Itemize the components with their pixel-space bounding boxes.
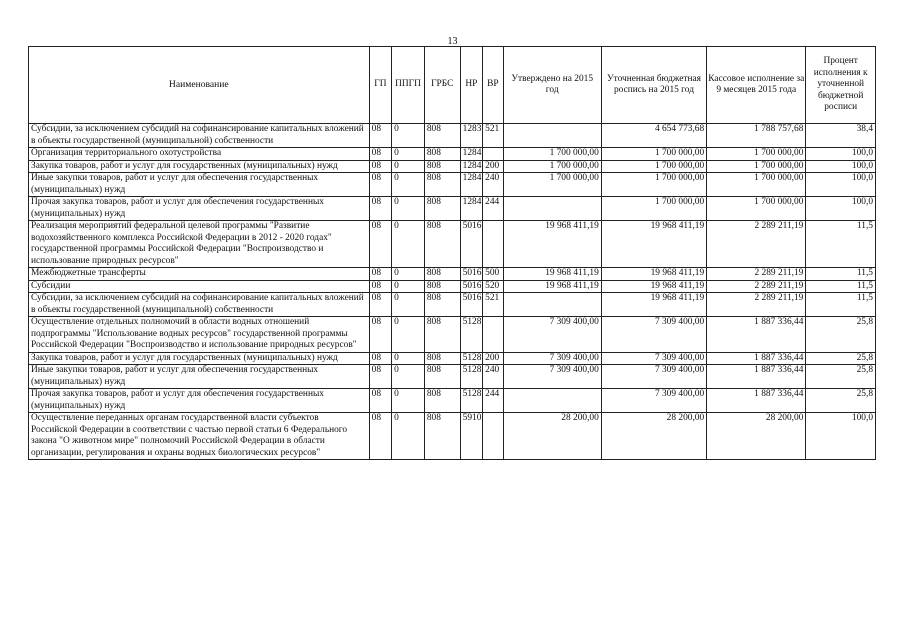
table-row [29, 197, 876, 221]
cell-gp: 08 [369, 280, 392, 293]
cell-grbs: 808 [424, 365, 460, 389]
cell-vr [483, 413, 503, 460]
cell-nr: 1284 [460, 197, 483, 221]
cell-approved: 19 968 411,19 [503, 280, 601, 293]
header-percent: Процент исполнения к уточненной бюджетной росписи [806, 47, 876, 124]
cell-grbs: 808 [424, 389, 460, 413]
cell-cash: 28 200,00 [707, 413, 806, 460]
cell-ppgp: 0 [392, 221, 425, 268]
cell-name: Межбюджетные трансферты [29, 268, 370, 281]
cell-name: Субсидии, за исключением субсидий на софинансирование капитальных вложений в объекты государственной (муниципальной) собственности [29, 293, 370, 317]
cell-name: Закупка товаров, работ и услуг для государственных (муниципальных) нужд [29, 352, 370, 365]
cell-name: Иные закупки товаров, работ и услуг для обеспечения государственных (муниципальных) нужд [29, 173, 370, 197]
cell-percent: 100,0 [806, 148, 876, 161]
cell-vr: 240 [483, 365, 503, 389]
cell-vr [483, 148, 503, 161]
table-row [29, 160, 876, 173]
cell-nr: 5910 [460, 413, 483, 460]
table-row [29, 352, 876, 365]
cell-grbs: 808 [424, 124, 460, 148]
cell-approved: 28 200,00 [503, 413, 601, 460]
cell-percent: 100,0 [806, 197, 876, 221]
cell-name: Осуществление отдельных полномочий в области водных отношений подпрограммы "Использование водных ресурсов" государственной программы Российской Федерации "Воспроизводство и использование природных ресурсов" [29, 317, 370, 353]
cell-ppgp: 0 [392, 197, 425, 221]
cell-refined: 1 700 000,00 [601, 197, 706, 221]
cell-name: Иные закупки товаров, работ и услуг для обеспечения государственных (муниципальных) нужд [29, 365, 370, 389]
cell-percent: 100,0 [806, 413, 876, 460]
cell-nr: 5128 [460, 365, 483, 389]
cell-refined: 7 309 400,00 [601, 365, 706, 389]
cell-name: Субсидии, за исключением субсидий на софинансирование капитальных вложений в объекты государственной (муниципальной) собственности [29, 124, 370, 148]
cell-gp: 08 [369, 124, 392, 148]
table-row [29, 293, 876, 317]
cell-gp: 08 [369, 413, 392, 460]
cell-cash: 1 700 000,00 [707, 160, 806, 173]
cell-grbs: 808 [424, 173, 460, 197]
cell-approved: 7 309 400,00 [503, 317, 601, 353]
cell-cash: 1 700 000,00 [707, 148, 806, 161]
cell-grbs: 808 [424, 317, 460, 353]
cell-nr: 5128 [460, 352, 483, 365]
cell-percent: 11,5 [806, 293, 876, 317]
cell-refined: 19 968 411,19 [601, 268, 706, 281]
cell-percent: 25,8 [806, 352, 876, 365]
cell-gp: 08 [369, 148, 392, 161]
cell-refined: 1 700 000,00 [601, 173, 706, 197]
table-row [29, 413, 876, 460]
cell-ppgp: 0 [392, 365, 425, 389]
cell-ppgp: 0 [392, 413, 425, 460]
cell-name: Прочая закупка товаров, работ и услуг для обеспечения государственных (муниципальных) нужд [29, 197, 370, 221]
cell-refined: 1 700 000,00 [601, 148, 706, 161]
cell-refined: 19 968 411,19 [601, 280, 706, 293]
cell-approved: 1 700 000,00 [503, 160, 601, 173]
cell-grbs: 808 [424, 160, 460, 173]
header-vr: ВР [483, 47, 503, 124]
cell-grbs: 808 [424, 268, 460, 281]
cell-refined: 4 654 773,68 [601, 124, 706, 148]
cell-nr: 5016 [460, 268, 483, 281]
cell-vr [483, 317, 503, 353]
cell-vr: 521 [483, 124, 503, 148]
cell-percent: 11,5 [806, 280, 876, 293]
cell-ppgp: 0 [392, 280, 425, 293]
cell-vr: 521 [483, 293, 503, 317]
cell-grbs: 808 [424, 413, 460, 460]
cell-cash: 1 887 336,44 [707, 317, 806, 353]
table-row [29, 389, 876, 413]
cell-percent: 100,0 [806, 160, 876, 173]
table-row [29, 124, 876, 148]
cell-vr [483, 221, 503, 268]
cell-name: Реализация мероприятий федеральной целевой программы "Развитие водохозяйственного комплекса Российской Федерации в 2012 - 2020 годах" государственной программы Российской Федерации "Воспроизводство и использование природных ресурсов" [29, 221, 370, 268]
cell-cash: 1 788 757,68 [707, 124, 806, 148]
cell-refined: 7 309 400,00 [601, 389, 706, 413]
cell-grbs: 808 [424, 280, 460, 293]
cell-nr: 5016 [460, 293, 483, 317]
cell-refined: 7 309 400,00 [601, 352, 706, 365]
cell-name: Прочая закупка товаров, работ и услуг для обеспечения государственных (муниципальных) нужд [29, 389, 370, 413]
cell-percent: 25,8 [806, 365, 876, 389]
cell-cash: 2 289 211,19 [707, 280, 806, 293]
cell-vr: 500 [483, 268, 503, 281]
cell-approved: 19 968 411,19 [503, 221, 601, 268]
cell-vr: 244 [483, 389, 503, 413]
cell-cash: 1 887 336,44 [707, 365, 806, 389]
cell-vr: 520 [483, 280, 503, 293]
cell-grbs: 808 [424, 293, 460, 317]
cell-vr: 200 [483, 160, 503, 173]
cell-grbs: 808 [424, 221, 460, 268]
cell-approved [503, 293, 601, 317]
cell-refined: 19 968 411,19 [601, 293, 706, 317]
cell-approved: 19 968 411,19 [503, 268, 601, 281]
cell-refined: 7 309 400,00 [601, 317, 706, 353]
table-row [29, 365, 876, 389]
header-ppgp: ППГП [392, 47, 425, 124]
cell-refined: 1 700 000,00 [601, 160, 706, 173]
budget-table [28, 46, 876, 460]
cell-nr: 1284 [460, 173, 483, 197]
table-row [29, 148, 876, 161]
cell-percent: 11,5 [806, 268, 876, 281]
table-row [29, 173, 876, 197]
cell-ppgp: 0 [392, 268, 425, 281]
cell-gp: 08 [369, 160, 392, 173]
table-row [29, 221, 876, 268]
cell-gp: 08 [369, 352, 392, 365]
cell-ppgp: 0 [392, 160, 425, 173]
cell-approved: 7 309 400,00 [503, 365, 601, 389]
cell-name: Субсидии [29, 280, 370, 293]
header-gp: ГП [369, 47, 392, 124]
cell-cash: 2 289 211,19 [707, 221, 806, 268]
cell-refined: 28 200,00 [601, 413, 706, 460]
cell-nr: 1284 [460, 160, 483, 173]
cell-gp: 08 [369, 317, 392, 353]
cell-vr: 244 [483, 197, 503, 221]
cell-cash: 1 887 336,44 [707, 352, 806, 365]
cell-grbs: 808 [424, 197, 460, 221]
cell-refined: 19 968 411,19 [601, 221, 706, 268]
cell-cash: 1 700 000,00 [707, 197, 806, 221]
cell-approved: 7 309 400,00 [503, 352, 601, 365]
cell-cash: 2 289 211,19 [707, 293, 806, 317]
cell-nr: 1284 [460, 148, 483, 161]
cell-approved [503, 124, 601, 148]
header-approved: Утверждено на 2015 год [503, 47, 601, 124]
cell-percent: 38,4 [806, 124, 876, 148]
header-cash: Кассовое исполнение за 9 месяцев 2015 года [707, 47, 806, 124]
cell-nr: 5128 [460, 317, 483, 353]
table-header-row [29, 47, 876, 124]
cell-cash: 1 887 336,44 [707, 389, 806, 413]
cell-vr: 240 [483, 173, 503, 197]
cell-ppgp: 0 [392, 352, 425, 365]
table-row [29, 280, 876, 293]
cell-approved [503, 197, 601, 221]
header-name: Наименование [29, 47, 370, 124]
table-row [29, 268, 876, 281]
page-number: 13 [447, 36, 458, 47]
cell-gp: 08 [369, 389, 392, 413]
cell-grbs: 808 [424, 148, 460, 161]
cell-gp: 08 [369, 173, 392, 197]
cell-cash: 2 289 211,19 [707, 268, 806, 281]
cell-approved [503, 389, 601, 413]
cell-percent: 25,8 [806, 389, 876, 413]
cell-vr: 200 [483, 352, 503, 365]
cell-gp: 08 [369, 268, 392, 281]
cell-percent: 100,0 [806, 173, 876, 197]
cell-gp: 08 [369, 221, 392, 268]
cell-gp: 08 [369, 365, 392, 389]
cell-name: Закупка товаров, работ и услуг для государственных (муниципальных) нужд [29, 160, 370, 173]
cell-ppgp: 0 [392, 173, 425, 197]
cell-ppgp: 0 [392, 124, 425, 148]
cell-nr: 5016 [460, 280, 483, 293]
cell-nr: 5016 [460, 221, 483, 268]
header-grbs: ГРБС [424, 47, 460, 124]
cell-nr: 1283 [460, 124, 483, 148]
cell-ppgp: 0 [392, 148, 425, 161]
cell-ppgp: 0 [392, 293, 425, 317]
cell-name: Осуществление переданных органам государственной власти субъектов Российской Федерации в соответствии с частью первой статьи 6 Федерального закона "О животном мире" полномочий Российской Федерации в области организации, регулирования и охраны водных биологических ресурсов" [29, 413, 370, 460]
header-refined: Уточненная бюджетная роспись на 2015 год [601, 47, 706, 124]
cell-ppgp: 0 [392, 389, 425, 413]
cell-gp: 08 [369, 293, 392, 317]
cell-approved: 1 700 000,00 [503, 173, 601, 197]
cell-nr: 5128 [460, 389, 483, 413]
cell-grbs: 808 [424, 352, 460, 365]
cell-percent: 25,8 [806, 317, 876, 353]
cell-name: Организация территориального охотустройства [29, 148, 370, 161]
table-row [29, 317, 876, 353]
header-nr: НР [460, 47, 483, 124]
cell-cash: 1 700 000,00 [707, 173, 806, 197]
cell-ppgp: 0 [392, 317, 425, 353]
cell-gp: 08 [369, 197, 392, 221]
cell-approved: 1 700 000,00 [503, 148, 601, 161]
cell-percent: 11,5 [806, 221, 876, 268]
